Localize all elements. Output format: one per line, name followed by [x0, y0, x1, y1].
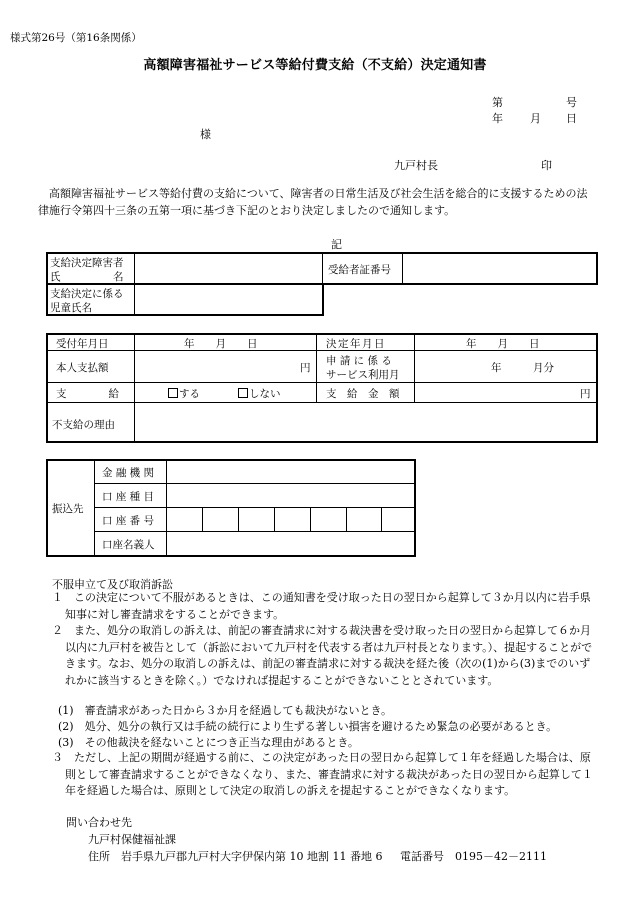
service-month-value: 年 月分	[491, 362, 554, 374]
account-number-label: 口 座 番 号	[102, 515, 155, 527]
checkbox-yes-icon	[168, 388, 178, 398]
addressee-honorific: 様	[200, 128, 211, 141]
appeal-item-1: (1) 審査請求があった日から３か月を経過しても裁決がないとき。	[58, 704, 393, 717]
decision-date-label: 決定年月日	[326, 338, 386, 350]
payment-amount-label: 支 給 金 額	[326, 388, 400, 400]
reason-label: 不支給の理由	[52, 419, 115, 431]
contact-phone: 電話番号 0195－42－2111	[400, 850, 547, 863]
payment-option-yes[interactable]: する	[168, 386, 200, 401]
received-date-label: 受付年月日	[56, 338, 109, 350]
payment-option-no[interactable]: しない	[238, 386, 281, 401]
form-number: 様式第26号（第16条関係）	[10, 32, 142, 44]
appeal-heading: 不服申立て及び取消訴訟	[52, 578, 173, 591]
page-title: 高額障害福祉サービス等給付費支給（不支給）決定通知書	[143, 58, 487, 73]
intro-paragraph: 高額障害福祉サービス等給付費の支給について、障害者の日常生活及び社会生活を総合的に支援するための法律施行令第四十三条の五第一項に基づき下記のとおり決定しましたので通知します。	[38, 187, 588, 217]
appeal-paragraph-3: ３ ただし、上記の期間が経過する前に、この決定があった日の翌日から起算して１年を経過した場合は、原則として審査請求することができなくなり、また、審査請求に対する裁決があった日の翌日から起算して１年を経過した場合は、原則として決定の取消しの訴えを提起することができなくなります。	[52, 751, 593, 797]
appeal-item-3: (3) その他裁決を経ないことにつき正当な理由があるとき。	[58, 736, 359, 749]
service-month-label-2: サービス利用月	[326, 369, 400, 381]
self-pay-yen: 円	[300, 362, 311, 374]
payment-amount-yen: 円	[580, 388, 591, 400]
appeal-item-2: (2) 処分、処分の執行又は手続の続行により生ずる著しい損害を避けるため緊急の必要があるとき。	[58, 720, 558, 733]
seal-mark: 印	[541, 159, 552, 172]
appeal-paragraph-1: １ この決定について不服があるときは、この通知書を受け取った日の翌日から起算して３か月以内に岩手県知事に対し審査請求をすることができます。	[52, 591, 591, 621]
recipient-label-2: 氏 名	[50, 271, 124, 283]
contact-address: 住所 岩手県九戸郡九戸村大字伊保内第 10 地割 11 番地 6	[88, 850, 383, 863]
contact-department: 九戸村保健福祉課	[88, 833, 176, 846]
date-day: 日	[566, 112, 577, 125]
contact-label: 問い合わせ先	[66, 816, 132, 829]
decision-date-value: 年 月 日	[466, 338, 540, 350]
account-holder-label: 口座名義人	[102, 539, 155, 551]
payment-label: 支 給	[56, 388, 119, 400]
service-month-label-1: 申 請 に 係 る	[326, 355, 392, 367]
date-month: 月	[530, 112, 541, 125]
number-dai: 第	[492, 96, 503, 109]
child-label-2: 児童氏名	[50, 302, 92, 314]
child-label-1: 支給決定に係る	[50, 288, 124, 300]
sender-name: 九戸村長	[394, 159, 438, 172]
received-date-value: 年 月 日	[184, 338, 258, 350]
self-pay-label: 本人支払額	[56, 362, 109, 374]
recipient-label-1: 支給決定障害者	[50, 257, 124, 269]
date-year: 年	[492, 112, 503, 125]
appeal-paragraph-2: ２ また、処分の取消しの訴えは、前記の審査請求に対する裁決書を受け取った日の翌日から起算して６か月以内に九戸村を被告として（訴訟において九戸村を代表する者は九戸村長となります。）、提起することができます。なお、処分の取消しの訴えは、前記の審査請求に対する裁決を経た後（次の(1)から(3)までのいずれかに該当するときを除く。）でなければ提起することができないこととされています。	[52, 624, 593, 687]
account-type-label: 口 座 種 目	[102, 491, 155, 503]
bank-group-label: 振込先	[52, 503, 84, 515]
ki-mark: 記	[331, 238, 342, 251]
checkbox-no-icon	[238, 388, 248, 398]
bank-name-label: 金 融 機 関	[102, 467, 155, 479]
cert-number-label: 受給者証番号	[328, 264, 391, 276]
number-go: 号	[566, 96, 577, 109]
